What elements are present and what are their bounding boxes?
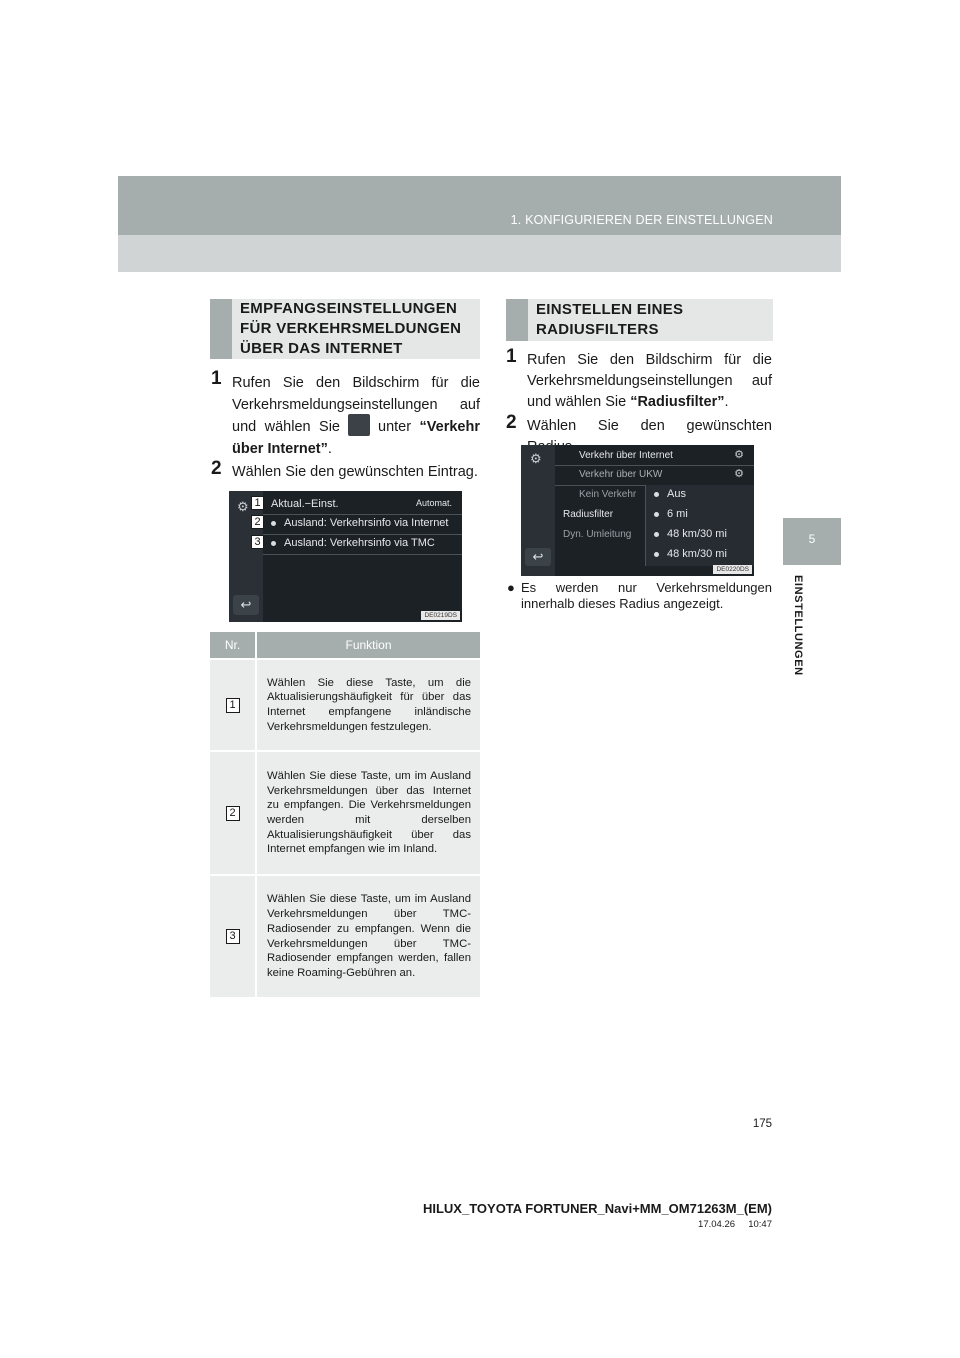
table-header-funktion: Funktion bbox=[256, 632, 480, 659]
radio-dot-icon bbox=[654, 532, 659, 537]
row-number-box: 3 bbox=[226, 929, 240, 944]
step-quoted-label: “Radiusfilter” bbox=[630, 394, 725, 410]
step-number: 1 bbox=[211, 368, 222, 389]
screen-row-1-value: Automat. bbox=[415, 498, 452, 508]
marker-1: 1 bbox=[251, 496, 264, 510]
screen-row-1: Aktual.−Einst. bbox=[271, 498, 339, 510]
screen-separator bbox=[263, 534, 462, 535]
screen-row-3 bbox=[271, 537, 435, 549]
radio-dot-icon bbox=[271, 521, 276, 526]
table-row bbox=[210, 659, 480, 751]
bullet-text: Es werden nur Verkehrsmeldungen innerhalb dieses Radius angezeigt. bbox=[521, 580, 772, 611]
step-end: . bbox=[327, 441, 332, 458]
step-number: 2 bbox=[211, 458, 222, 479]
screen-separator bbox=[263, 554, 462, 555]
screen-row-2 bbox=[271, 517, 448, 529]
step-end: . bbox=[724, 394, 729, 410]
note-bullet bbox=[507, 580, 772, 612]
gear-icon: ⚙ bbox=[530, 451, 542, 466]
step-text: Rufen Sie den Bildschirm für die Verkehrsmeldungseinstellungen auf und wählen Sie bbox=[232, 375, 480, 435]
radius-option-text: 48 km/30 mi bbox=[667, 548, 727, 560]
radius-option bbox=[654, 508, 688, 520]
radius-option bbox=[654, 548, 727, 560]
heading-bar bbox=[210, 299, 232, 359]
image-code: DE0220DS bbox=[713, 565, 752, 574]
menu-item-umleitung: Dyn. Umleitung bbox=[563, 529, 632, 540]
left-section-heading bbox=[210, 299, 480, 359]
left-step-2-text: Wählen Sie den gewünschten Eintrag. bbox=[232, 464, 478, 480]
heading-bar bbox=[506, 299, 528, 341]
function-table bbox=[210, 632, 480, 997]
chapter-tab bbox=[783, 518, 841, 565]
footer-document-id: HILUX_TOYOTA FORTUNER_Navi+MM_OM71263M_(EM) bbox=[422, 1201, 772, 1216]
right-section-heading bbox=[506, 299, 773, 341]
row-number-box: 1 bbox=[226, 698, 240, 713]
step-text: Rufen Sie den Bildschirm für die Verkehrsmeldungseinstellungen auf und wählen Sie bbox=[527, 352, 772, 410]
radius-option bbox=[654, 528, 727, 540]
radius-option bbox=[654, 488, 686, 500]
table-row bbox=[210, 875, 480, 997]
radius-option-text: 6 mi bbox=[667, 508, 688, 520]
radio-dot-icon bbox=[654, 512, 659, 517]
gear-icon: ⚙ bbox=[237, 499, 249, 514]
right-section-heading-text: EINSTELLEN EINES RADIUSFILTERS bbox=[536, 301, 684, 338]
step-text-unter: unter bbox=[378, 419, 412, 435]
marker-3: 3 bbox=[251, 535, 264, 549]
right-step-1-text bbox=[527, 350, 772, 413]
gear-icon: ⚙ bbox=[734, 468, 744, 480]
step-number: 2 bbox=[506, 412, 517, 433]
right-step-2-text: Wählen Sie den gewünschten bbox=[527, 418, 772, 434]
chapter-tab-number: 5 bbox=[808, 532, 816, 546]
footer-timestamp: 17.04.26 10:47 bbox=[698, 1219, 772, 1230]
back-arrow-icon: ↩ bbox=[525, 548, 551, 566]
radio-dot-icon bbox=[654, 552, 659, 557]
table-cell-function: Wählen Sie diese Taste, um im Ausland Verkehrsmeldungen über das Internet zu empfangen. Die Verkehrsmeldungen werden mit derselben Aktualisierungshäufigkeit über das Internet empfangen wie im Inland. bbox=[256, 751, 480, 875]
header-band bbox=[118, 176, 841, 272]
radius-option-text: Aus bbox=[667, 488, 686, 500]
right-step-1 bbox=[506, 346, 772, 413]
left-step-1-text bbox=[232, 372, 480, 460]
radius-option-text: 48 km/30 mi bbox=[667, 528, 727, 540]
table-header-row bbox=[210, 632, 480, 659]
internet-settings-screenshot bbox=[229, 491, 462, 622]
table-cell-nr bbox=[210, 751, 256, 875]
screen-row-2-text: Ausland: Verkehrsinfo via Internet bbox=[284, 517, 449, 529]
radio-dot-icon bbox=[654, 492, 659, 497]
table-cell-function: Wählen Sie diese Taste, um die Aktualisierungshäufigkeit für über das Internet empfangene inländische Verkehrsmeldungen festzulegen. bbox=[256, 659, 480, 751]
radius-filter-screenshot bbox=[521, 445, 754, 576]
chapter-side-label-text: EINSTELLUNGEN bbox=[792, 575, 804, 676]
radio-dot-icon bbox=[271, 541, 276, 546]
step-number: 1 bbox=[506, 346, 517, 367]
page-number: 175 bbox=[752, 1118, 772, 1130]
menu-item-radiusfilter: Radiusfilter bbox=[563, 509, 614, 520]
table-row bbox=[210, 751, 480, 875]
image-code: DE0219DS bbox=[421, 611, 460, 620]
table-header-nr: Nr. bbox=[210, 632, 256, 659]
radius-options-panel bbox=[645, 485, 754, 566]
screen-separator bbox=[263, 514, 462, 515]
settings-gear-icon bbox=[348, 414, 370, 436]
step-quoted-label: “Verkehr über Internet” bbox=[232, 419, 480, 458]
chapter-side-label bbox=[788, 575, 808, 685]
menu-item-internet: Verkehr über Internet bbox=[579, 450, 673, 461]
table-cell-nr bbox=[210, 875, 256, 997]
gear-icon: ⚙ bbox=[734, 449, 744, 461]
left-step-1 bbox=[211, 368, 480, 460]
marker-2: 2 bbox=[251, 515, 264, 529]
menu-item-kein: Kein Verkehr bbox=[579, 489, 637, 500]
left-step-2 bbox=[211, 458, 480, 483]
chapter-title: 1. KONFIGURIEREN DER EINSTELLUNGEN bbox=[510, 213, 773, 227]
header-band-lower bbox=[118, 235, 841, 272]
screen-separator bbox=[555, 465, 754, 466]
table-cell-function: Wählen Sie diese Taste, um im Ausland Verkehrsmeldungen über TMC-Radiosender zu empfangen. Wenn die Verkehrsmeldungen über TMC-Radiosender empfangen werden, fallen keine Roaming-Gebühren an. bbox=[256, 875, 480, 997]
menu-item-ukw: Verkehr über UKW bbox=[579, 469, 663, 480]
screen-row-3-text: Ausland: Verkehrsinfo via TMC bbox=[284, 537, 435, 549]
back-arrow-icon: ↩ bbox=[233, 595, 259, 615]
left-section-heading-text: EMPFANGSEINSTELLUNGEN FÜR VERKEHRSMELDUNGEN ÜBER DAS INTERNET bbox=[240, 300, 462, 357]
bullet-dot: ● bbox=[507, 580, 515, 595]
row-number-box: 2 bbox=[226, 806, 240, 821]
table-cell-nr bbox=[210, 659, 256, 751]
